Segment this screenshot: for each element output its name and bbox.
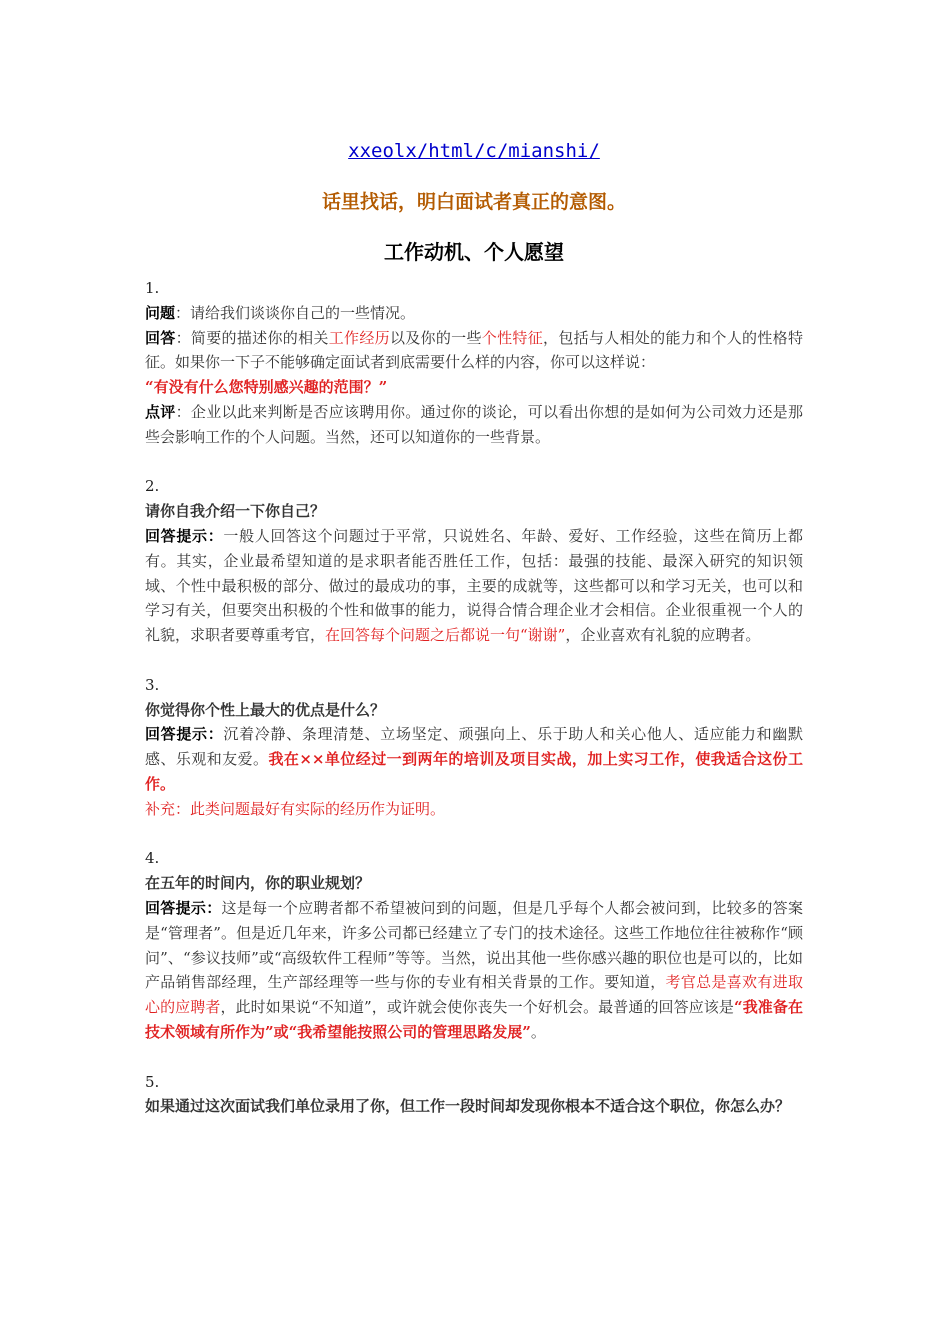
answer-label: 回答	[145, 328, 176, 347]
comment-label: 点评	[145, 402, 176, 421]
question-3	[145, 673, 803, 822]
question-5	[145, 1070, 803, 1120]
highlight-ambition: 考官总是喜欢有进取心的应聘者	[145, 973, 803, 1017]
question-1	[145, 276, 803, 450]
answer-body: 这是每一个应聘者都不希望被问到的问题，但是几乎每个人都会被问到，比较多的答案是“管理者”。但是近几年来，许多公司都已经建立了专门的技术途径。这些工作地位往往被称作“顾问”、“参议技师”或“高级软件工程师”等等。当然，说出其他一些你感兴趣的职位也是可以的，比如产品销售部经理，生产部经理等一些与你的专业有相关背景的工作。要知道，	[145, 898, 803, 992]
question-text	[145, 301, 803, 326]
answer-body: 以及你的一些	[389, 328, 482, 347]
highlight-thanks: 在回答每个问题之后都说一句“谢谢”	[325, 626, 566, 645]
highlight-example-answer: “我准备在技术领域有所作为”或“我希望能按照公司的管理思路发展”	[145, 998, 803, 1041]
answer-body: ：简要的描述你的相关	[175, 328, 329, 347]
document-subtitle: 话里找话，明白面试者真正的意图。	[321, 191, 626, 213]
question-text: 你觉得你个性上最大的优点是什么？	[145, 700, 386, 719]
answer-body: 沉着冷静、条理清楚、立场坚定、顽强向上、乐于助人和关心他人、适应能力和幽默感、乐观和友爱。	[145, 725, 803, 769]
question-number: 3.	[145, 675, 160, 694]
answer-body: 。	[530, 1022, 546, 1041]
question-body: ：请给我们谈谈你自己的一些情况。	[175, 303, 416, 322]
section-heading: 工作动机、个人愿望	[384, 240, 564, 264]
answer-text	[145, 524, 803, 648]
answer-label: 回答提示：	[145, 898, 222, 917]
answer-text	[145, 326, 803, 400]
question-text: 如果通过这次面试我们单位录用了你，但工作一段时间却发现你根本不适合这个职位，你怎么办？	[145, 1097, 791, 1116]
answer-label: 回答提示：	[145, 725, 224, 744]
answer-body: ，此时如果说“不知道”，或许就会使你丧失一个好机会。最普通的回答应该是	[220, 998, 734, 1017]
highlight-personality: 个性特征	[481, 328, 544, 347]
question-number: 5.	[145, 1072, 160, 1091]
answer-body: ，包括与人相处的能力和个人的性格特征。如果你一下子不能够确定面试者到底需要什么样的内容，你可以这样说：	[145, 328, 803, 372]
answer-body: ，企业喜欢有礼貌的应聘者。	[565, 626, 761, 645]
question-number: 4.	[145, 849, 160, 868]
answer-body: 一般人回答这个问题过于平常，只说姓名、年龄、爱好、工作经验，这些在简历上都有。其实，企业最希望知道的是求职者能否胜任工作，包括：最强的技能、最深入研究的知识领域、个性中最积极的部分、做过的最成功的事，主要的成就等，这些都可以和学习无关，也可以和学习有关，但要突出积极的个性和做事的能力，说得合情合理企业才会相信。企业很重视一个人的礼貌，求职者要尊重考官，	[145, 526, 803, 645]
source-link[interactable]: xxeolx/html/c/mianshi/	[348, 140, 600, 162]
question-number: 2.	[145, 477, 160, 496]
question-label: 问题	[145, 303, 176, 322]
question-text: 请你自我介绍一下你自己？	[145, 502, 326, 521]
supplement-note: 补充：此类问题最好有实际的经历作为证明。	[145, 799, 446, 818]
comment-text	[145, 400, 803, 450]
question-4	[145, 846, 803, 1044]
answer-text	[145, 722, 803, 796]
question-text: 在五年的时间内，你的职业规划？	[145, 874, 371, 893]
question-2	[145, 474, 803, 648]
answer-text	[145, 896, 803, 1045]
highlight-example-answer: 我在××单位经过一到两年的培训及项目实战，加上实习工作，使我适合这份工作。	[145, 750, 803, 793]
comment-body: ：企业以此来判断是否应该聘用你。通过你的谈论，可以看出你想的是如何为公司效力还是那些会影响工作的个人问题。当然，还可以知道你的一些背景。	[145, 402, 803, 446]
answer-label: 回答提示：	[145, 526, 224, 545]
highlight-work-experience: 工作经历	[328, 328, 390, 347]
document-body	[145, 276, 803, 1144]
question-number: 1.	[145, 279, 160, 297]
suggested-quote: “有没有什么您特别感兴趣的范围？”	[145, 378, 388, 397]
